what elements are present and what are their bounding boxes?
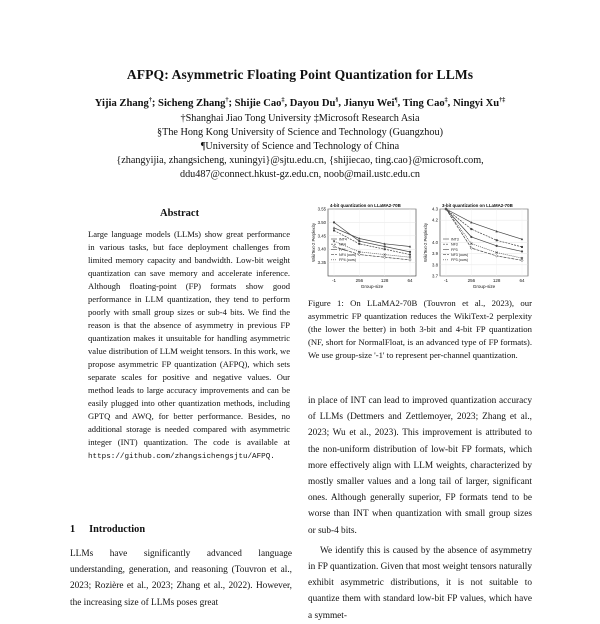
legend-entry: FP3 bbox=[451, 247, 458, 252]
y-axis-label: WikiText-2 Perplexity bbox=[311, 223, 316, 262]
abstract-text: Large language models (LLMs) show great performance in various tasks, but face deployment challenges from limited memory capacity and bandwidth. Low-bit weight quantization can save memory and accelerate inference. Although floating-point (FP) formats show good performance in LLM quantization, they tend to perform poorly with small group sizes or sub-4 bits. We find the reason is that the absence of asymmetry in previous FP quantization makes it unsuitable for handling asymmetric value distribution of LLM weight tensors. In this work, we propose asymmetric FP quantization (AFPQ), which sets separate scales for positive and negative values. Our method leads to large accuracy improvements and can be easily plugged into other quantization methods, including GPTQ and AWQ, for better performance. Besides, no additional storage is needed compared with asymmetric integer (INT) quantization. The code is available at bbox=[88, 229, 290, 447]
x-tick-label: 64 bbox=[407, 278, 413, 283]
legend-entry: NF3 bbox=[451, 242, 458, 247]
section-heading-introduction bbox=[70, 524, 145, 535]
legend-entry: NF3 (ours) bbox=[451, 253, 469, 257]
y-tick-label: 4.2 bbox=[432, 217, 438, 223]
intro-paragraph: LLMs have significantly advanced language understanding, generation, and reasoning (Touvron et al., 2023; Rozière et al., 2023; Zhang et al., 2022). However, the increasing size of LLMs poses great bbox=[70, 549, 292, 608]
legend-entry: INT3 bbox=[451, 237, 459, 242]
y-tick-label: 4.3 bbox=[432, 206, 438, 212]
affiliation-line-2: §The Hong Kong University of Science and Technology (Guangzhou) bbox=[157, 127, 443, 138]
legend-entry: FP4 (ours) bbox=[339, 258, 356, 263]
data-point bbox=[470, 228, 472, 230]
section-title: Introduction bbox=[89, 524, 146, 535]
data-point bbox=[521, 259, 523, 262]
data-point bbox=[358, 253, 360, 256]
legend-entry: NF4 (ours) bbox=[339, 253, 357, 257]
data-point bbox=[409, 251, 411, 253]
paper-title: AFPQ: Asymmetric Floating Point Quantization for LLMs bbox=[126, 67, 474, 82]
author-6: Ting Cao‡ bbox=[402, 97, 448, 109]
x-axis-label: Group-size bbox=[472, 284, 496, 289]
data-point bbox=[383, 256, 385, 259]
x-tick-label: 256 bbox=[355, 278, 364, 283]
legend-entry: FP3 (ours) bbox=[451, 258, 468, 263]
y-tick-label: 3.8 bbox=[432, 262, 438, 268]
affiliation-line-1: †Shanghai Jiao Tong University ‡Microsoft Research Asia bbox=[180, 113, 420, 124]
y-tick-label: 3.35 bbox=[317, 260, 326, 266]
x-axis-label: Group-size bbox=[360, 284, 384, 289]
paragraph-1: in place of INT can lead to improved quantization accuracy of LLMs (Dettmers and Zettlemoyer, 2023; Zhang et al., 2023; Wu et al., 2023). This improvement is attributed to the non-uniform distribution of low-bit FP formats, which more effectively align with LLM weights, characterized by mostly smaller values and a long tail of larger, significant ones. Although generally superior, FP formats tend to be worse than INT when quantization with small group sizes or sub-4 bits. bbox=[308, 396, 532, 536]
y-tick-label: 3.50 bbox=[317, 219, 326, 225]
right-column-text bbox=[308, 393, 532, 624]
data-point bbox=[409, 259, 411, 262]
data-point bbox=[384, 248, 386, 250]
author-2: Sicheng Zhang† bbox=[158, 97, 229, 109]
data-point bbox=[496, 239, 498, 241]
data-point bbox=[333, 221, 335, 223]
legend-entry: INT4 bbox=[339, 237, 347, 242]
author-1: Yijia Zhang† bbox=[94, 97, 152, 109]
x-tick-label: 64 bbox=[519, 278, 525, 283]
x-tick-label: 128 bbox=[492, 278, 501, 283]
code-link[interactable]: https://github.com/zhangsichengsjtu/AFPQ. bbox=[88, 453, 275, 461]
y-tick-label: 3.40 bbox=[317, 246, 326, 252]
chart-title: 4-bit quantization on LLaMA2-70B bbox=[330, 203, 401, 208]
y-tick-label: 4.0 bbox=[432, 240, 438, 245]
section-number: 1 bbox=[70, 524, 76, 535]
x-tick-label: -1 bbox=[443, 278, 449, 283]
author-7: Ningyi Xu†‡ bbox=[452, 97, 506, 109]
data-point bbox=[409, 254, 411, 256]
abstract-body bbox=[88, 228, 290, 464]
figure-caption: Figure 1: On LLaMA2-70B (Touvron et al., 2023), our asymmetric FP quantization reduces the WikiText-2 perplexity (the lower the better) in both 3-bit and 4-bit FP quantization (NF, short for NormalFloat, is an advanced type of FP formats). We use group-size '-1' to represent per-channel quantization. bbox=[308, 298, 532, 361]
paragraph-2: We identify this is caused by the absence of asymmetry in FP quantization. Given that most weight tensors naturally exhibit asymmetric distributions, it is not suitable to quantize them with standard low-bit FP values, which have a symmet- bbox=[308, 545, 532, 621]
data-point bbox=[496, 245, 498, 247]
y-axis-label: WikiText-2 Perplexity bbox=[423, 223, 428, 262]
figure-1 bbox=[308, 200, 532, 300]
x-tick-label: 128 bbox=[380, 278, 389, 283]
y-tick-label: 3.55 bbox=[317, 206, 326, 212]
affiliation-line-3: ¶University of Science and Technology of China bbox=[200, 141, 400, 152]
legend-entry: FP4 bbox=[339, 247, 346, 252]
data-point bbox=[521, 250, 523, 252]
abstract-heading: Abstract bbox=[160, 208, 200, 219]
data-point bbox=[470, 236, 472, 238]
data-point bbox=[333, 226, 335, 228]
data-point bbox=[495, 255, 497, 258]
data-point bbox=[333, 245, 335, 248]
data-point bbox=[333, 229, 335, 231]
x-tick-label: -1 bbox=[331, 278, 337, 283]
x-tick-label: 256 bbox=[467, 278, 476, 283]
author-5: Jianyu Wei¶ bbox=[343, 97, 398, 109]
y-tick-label: 3.45 bbox=[317, 233, 326, 239]
data-point bbox=[384, 245, 386, 247]
email-line-1: {zhangyijia, zhangsicheng, xuningyi}@sjtu.edu.cn, {shijiecao, ting.cao}@microsoft.com, bbox=[116, 155, 484, 166]
data-point bbox=[358, 240, 360, 242]
data-point bbox=[358, 243, 360, 245]
legend-entry: NF4 bbox=[339, 242, 346, 247]
data-point bbox=[521, 246, 523, 248]
y-tick-label: 3.9 bbox=[432, 251, 438, 257]
y-tick-label: 3.7 bbox=[432, 273, 438, 279]
author-list: Yijia Zhang†; Sicheng Zhang†; Shijie Cao‡, Dayou Du§, Jianyu Wei¶, Ting Cao‡, Ningyi Xu†‡ bbox=[94, 97, 506, 109]
email-line-2: ddu487@connect.hkust-gz.edu.cn, noob@mail.ustc.edu.cn bbox=[179, 169, 420, 180]
author-3: Shijie Cao‡ bbox=[234, 97, 285, 109]
author-4: Dayou Du§ bbox=[289, 97, 339, 109]
chart-title: 3-bit quantization on LLaMA2-70B bbox=[442, 203, 513, 208]
